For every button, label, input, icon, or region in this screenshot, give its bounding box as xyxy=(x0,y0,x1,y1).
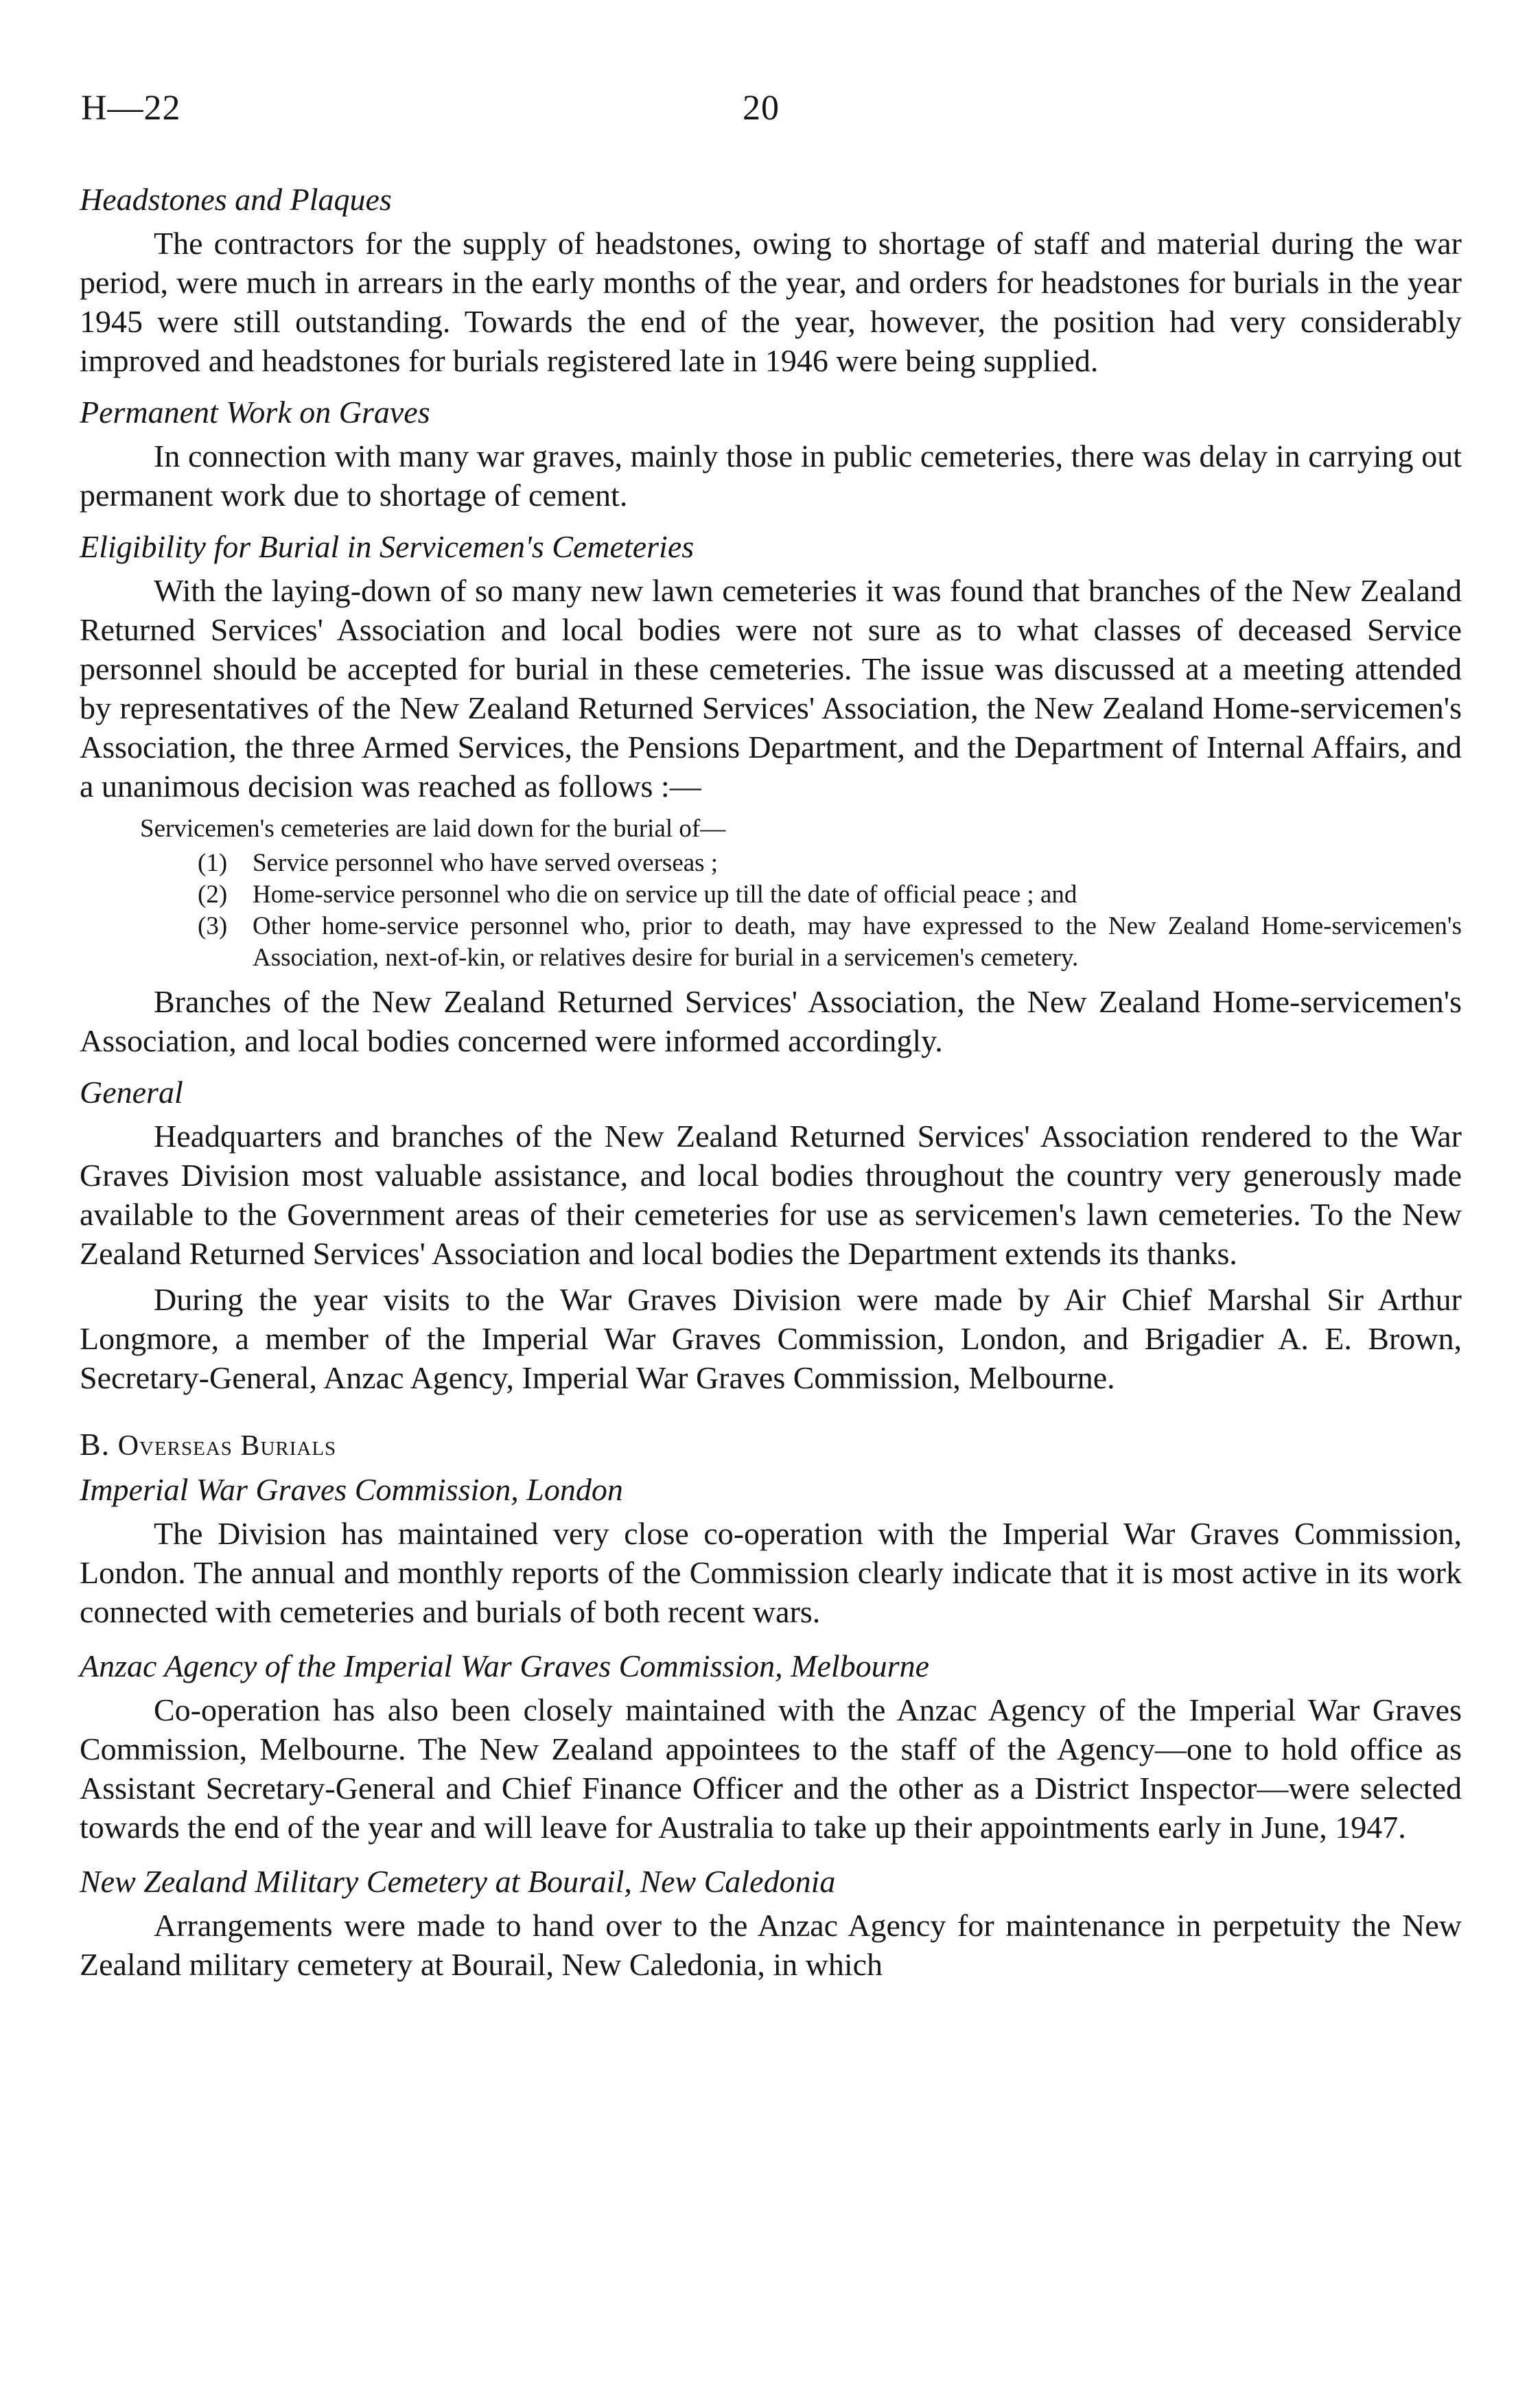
decision-item-number: (3) xyxy=(198,912,228,940)
decision-item-text: Other home-service personnel who, prior to death, may have expressed to the New Zealand Home-servicemen's Association, next-of-kin, or relatives desire for burial in a servicemen's cemetery. xyxy=(253,912,1462,972)
paragraph: The contractors for the supply of headstones, owing to shortage of staff and material during the war period, were much in arrears in the early months of the year, and orders for headstones for burials in the year 1945 were still outstanding. Towards the end of the year, however, the position had very considerably improved and headstones for burials registered late in 1946 were being supplied. xyxy=(80,226,1462,378)
paragraph: Co-operation has also been closely maintained with the Anzac Agency of the Imperial War Graves Commission, Melbourne. The New Zealand appointees to the staff of the Agency—one to hold office as Assistant Secretary-General and Chief Finance Officer and the other as a District Inspector—were selected towards the end of the year and will leave for Australia to take up their appointments early in June, 1947. xyxy=(80,1692,1462,1845)
decision-item-text: Home-service personnel who die on service up till the date of official peace ; and xyxy=(253,880,1077,909)
section-heading-bourail: New Zealand Military Cemetery at Bourail, New Caledonia xyxy=(80,1864,836,1899)
decision-item xyxy=(198,848,1462,879)
section-heading-anzac-agency: Anzac Agency of the Imperial War Graves Commission, Melbourne xyxy=(80,1648,930,1683)
paragraph: With the laying-down of so many new lawn cemeteries it was found that branches of the New Zealand Returned Services' Association and local bodies were not sure as to what classes of deceased Service personnel should be accepted for burial in these cemeteries. The issue was discussed at a meeting attended by representatives of the New Zealand Returned Services' Association, the New Zealand Home-servicemen's Association, the three Armed Services, the Pensions Department, and the Department of Internal Affairs, and a unanimous decision was reached as follows :— xyxy=(80,573,1462,804)
decision-item-text: Service personnel who have served overseas ; xyxy=(253,849,719,877)
page-number: 20 xyxy=(743,89,780,128)
paragraph: In connection with many war graves, mainly those in public cemeteries, there was delay in carrying out permanent work due to shortage of cement. xyxy=(80,439,1462,513)
report-reference: H—22 xyxy=(81,89,181,128)
paragraph: Arrangements were made to hand over to the Anzac Agency for maintenance in perpetuity the New Zealand military cemetery at Bourail, New Caledonia, in which xyxy=(80,1908,1462,1982)
paragraph: The Division has maintained very close co-operation with the Imperial War Graves Commission, London. The annual and monthly reports of the Commission clearly indicate that it is most active in its work connected with cemeteries and burials of both recent wars. xyxy=(80,1516,1462,1629)
decision-item xyxy=(198,911,1462,974)
decision-intro: Servicemen's cemeteries are laid down for the burial of— xyxy=(140,815,726,843)
decision-item-number: (2) xyxy=(198,880,228,909)
decision-item-number: (1) xyxy=(198,849,228,877)
section-heading-eligibility: Eligibility for Burial in Servicemen's Cemeteries xyxy=(80,529,695,564)
section-heading-iwgc-london: Imperial War Graves Commission, London xyxy=(80,1472,623,1507)
section-heading-permanent-work: Permanent Work on Graves xyxy=(80,395,430,430)
part-heading xyxy=(80,1425,1462,1466)
section-heading-general: General xyxy=(80,1075,183,1110)
decision-list xyxy=(80,848,1462,974)
section-heading-headstones: Headstones and Plaques xyxy=(80,182,392,217)
decision-item xyxy=(198,879,1462,911)
paragraph: Headquarters and branches of the New Zealand Returned Services' Association rendered to the War Graves Division most valuable assistance, and local bodies throughout the country very generously made available to the Government areas of their cemeteries for use as servicemen's lawn cemeteries. To the New Zealand Returned Services' Association and local bodies the Department extends its thanks. xyxy=(80,1119,1462,1271)
part-label: B. xyxy=(80,1427,110,1462)
part-title: Overseas Burials xyxy=(117,1430,337,1462)
page-body xyxy=(80,180,1462,1996)
paragraph: Branches of the New Zealand Returned Services' Association, the New Zealand Home-servicemen's Association, and local bodies concerned were informed accordingly. xyxy=(80,984,1462,1058)
paragraph: During the year visits to the War Graves Division were made by Air Chief Marshal Sir Arthur Longmore, a member of the Imperial War Graves Commission, London, and Brigadier A. E. Brown, Secretary-General, Anzac Agency, Imperial War Graves Commission, Melbourne. xyxy=(80,1282,1462,1395)
